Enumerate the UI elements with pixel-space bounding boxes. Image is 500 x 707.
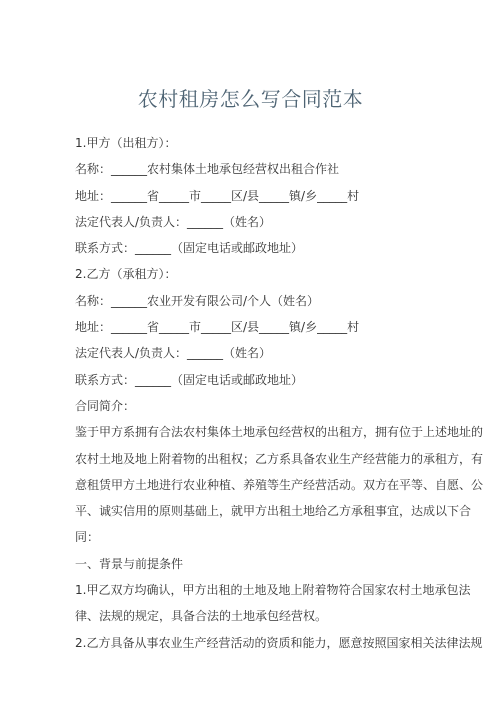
party-b-heading: 2.乙方（承租方）：: [75, 267, 177, 282]
clause-line: 2.乙方具备从事农业生产经营活动的资质和能力，愿意按照国家相关法律法规: [75, 635, 483, 650]
party-a-representative: 法定代表人/负责人：______（姓名）: [75, 214, 272, 229]
summary-line: 农村土地及地上附着物的出租权；乙方系具备农业生产经营能力的承租方，有: [75, 451, 484, 466]
party-b-address: 地址：______省_____市_____区/县_____镇/乡_____村: [75, 320, 360, 335]
party-b-name: 名称：______农业开发有限公司/个人（姓名）: [75, 293, 320, 308]
summary-line: 平、诚实信用的原则基础上，就甲方出租土地给乙方承租事宜，达成以下合: [75, 504, 472, 519]
party-a-heading: 1.甲方（出租方）：: [75, 136, 177, 150]
summary-line: 同：: [75, 530, 100, 545]
summary-line: 意租赁甲方土地进行农业种植、养殖等生产经营活动。双方在平等、自愿、公: [75, 477, 484, 492]
document-title: 农村租房怎么写合同范本: [137, 87, 364, 111]
summary-line: 鉴于甲方系拥有合法农村集体土地承包经营权的出租方，拥有位于上述地址的: [75, 425, 484, 440]
party-a-contact: 联系方式：______（固定电话或邮政地址）: [75, 241, 304, 256]
party-a-address: 地址：______省_____市_____区/县_____镇/乡_____村: [75, 188, 360, 203]
party-b-representative: 法定代表人/负责人：______（姓名）: [75, 346, 272, 361]
party-b-contact: 联系方式：______（固定电话或邮政地址）: [75, 372, 304, 387]
party-a-name: 名称：______农村集体土地承包经营权出租合作社: [75, 162, 340, 177]
clause-line: 1.甲乙双方均确认，甲方出租的土地及地上附着物符合国家农村土地承包法: [75, 583, 471, 598]
document-body: [75, 130, 484, 656]
section-one-heading: 一、背景与前提条件: [75, 556, 184, 571]
contract-summary-heading: 合同简介：: [75, 398, 136, 413]
clause-line: 律、法规的规定，具备合法的土地承包经营权。: [75, 609, 328, 624]
